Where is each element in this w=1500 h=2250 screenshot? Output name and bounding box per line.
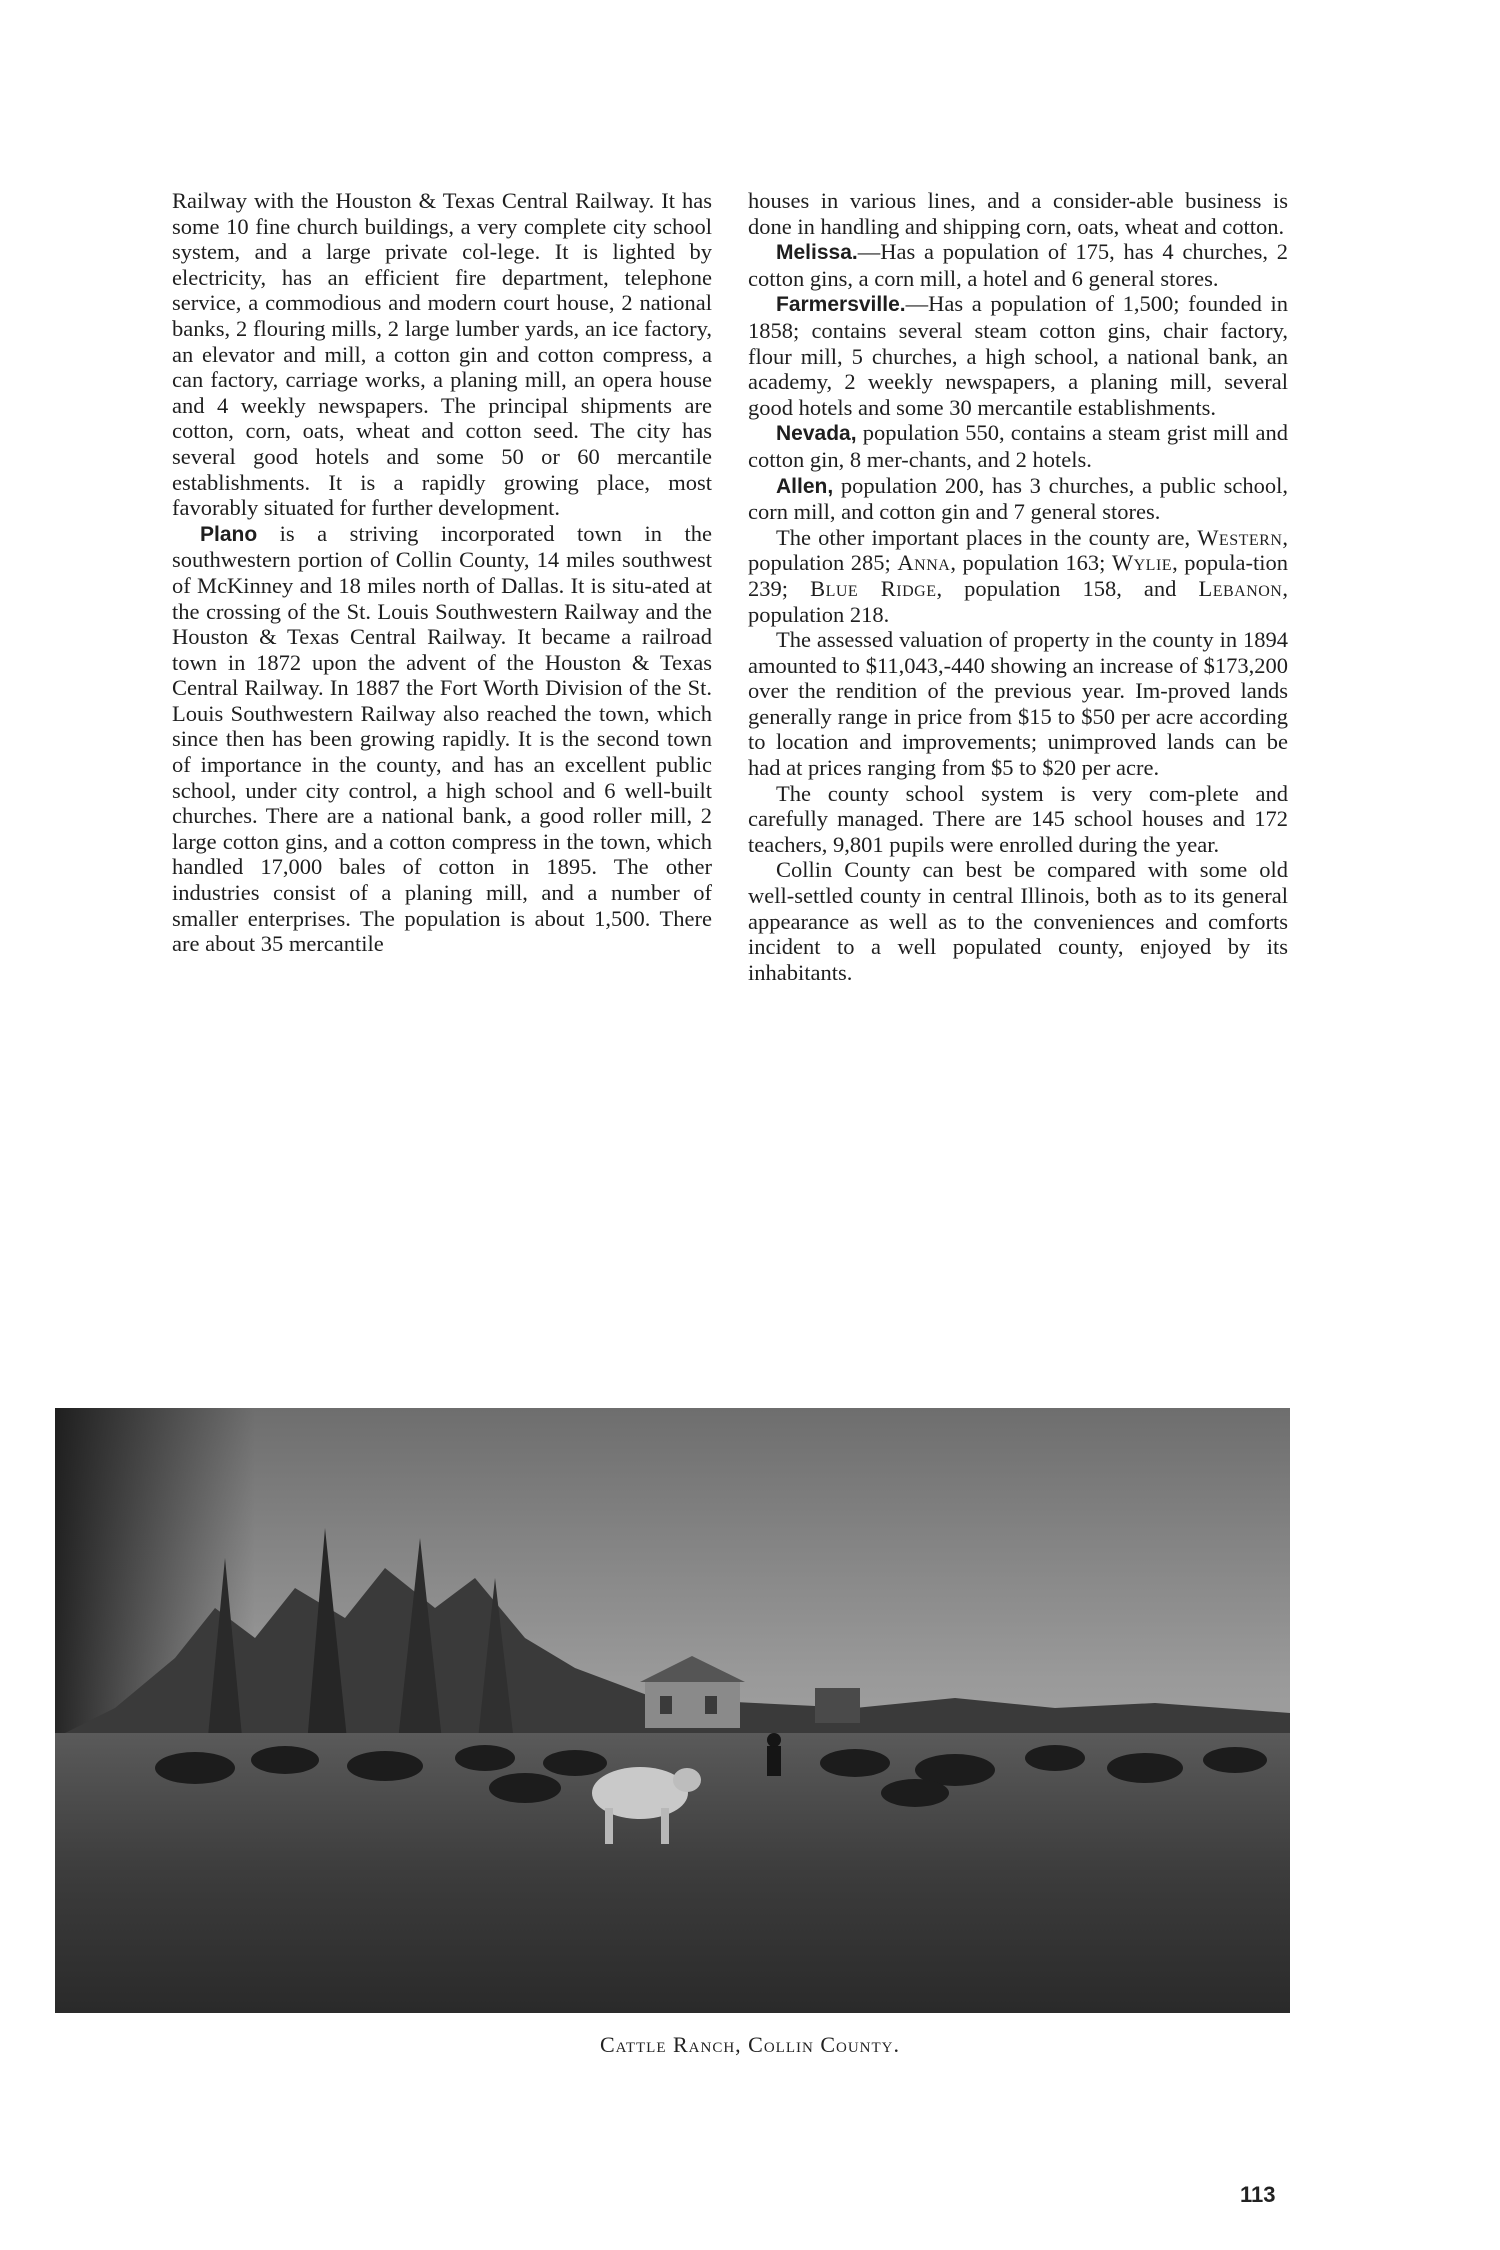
place-blue-ridge: Blue Ridge	[810, 575, 937, 601]
town-name-melissa: Melissa.	[776, 241, 858, 265]
paragraph-plano	[172, 521, 712, 957]
town-name-allen: Allen,	[776, 474, 834, 498]
paragraph-other-places	[748, 525, 1288, 627]
other-places-text: , population 158, and	[936, 575, 1199, 601]
town-name-farmersville: Farmersville.	[776, 293, 906, 317]
photo-caption: Cattle Ranch, Collin County.	[600, 2032, 900, 2057]
town-name-nevada: Nevada,	[776, 422, 857, 446]
nevada-text: population 550, contains a steam grist mill and cotton gin, 8 mer-chants, and 2 hotels.	[748, 420, 1288, 472]
paragraph-schools: The county school system is very com-plete and carefully managed. There are 145 school houses and 172 teachers, 9,801 pupils were enrolled during the year.	[748, 780, 1288, 857]
paragraph-mckinney-continued: Railway with the Houston & Texas Central Railway. It has some 10 fine church buildings, a very complete city school system, and a large private col-lege. It is lighted by electricity, has an efficient fire department, telephone service, a commodious and modern court house, 2 national banks, 2 flouring mills, 2 large lumber yards, an ice factory, an elevator and mill, a cotton gin and cotton compress, a can factory, carriage works, a planing mill, an opera house and 4 weekly newspapers. The principal shipments are cotton, corn, oats, wheat and cotton seed. The city has several good hotels and some 50 or 60 mercantile establishments. It is a rapidly growing place, most favorably situated for further development.	[172, 188, 712, 521]
allen-text: population 200, has 3 churches, a public school, corn mill, and cotton gin and 7 general stores.	[748, 472, 1288, 525]
other-places-text: , population 163;	[950, 550, 1112, 576]
place-lebanon: Lebanon	[1198, 575, 1283, 601]
paragraph-comparison: Collin County can best be compared with some old well-settled county in central Illinois, both as to its general appearance as well as to the conveniences and comforts incident to a well populated county, enjoyed by its inhabitants.	[748, 857, 1288, 985]
paragraph-valuation: The assessed valuation of property in the county in 1894 amounted to $11,043,-440 showing an increase of $173,200 over the rendition of the previous year. Im-proved lands generally range in price from $15 to $50 per acre according to location and improvements; unimproved lands can be had at prices ranging from $5 to $20 per acre.	[748, 627, 1288, 781]
farmersville-text: —Has a population of 1,500; founded in 1858; contains several steam cotton gins, chair factory, flour mill, 5 churches, a high school, a national bank, an academy, 2 weekly newspapers, a planing mill, several good hotels and some 30 mercantile establishments.	[748, 291, 1288, 420]
plano-text: is a striving incorporated town in the southwestern portion of Collin County, 14 miles southwest of McKinney and 18 miles north of Dallas. It is situ-ated at the crossing of the St. Louis Southwestern Railway and the Houston & Texas Central Railway. It became a railroad town in 1872 upon the advent of the Houston & Texas Central Railway. In 1887 the Fort Worth Division of the St. Louis Southwestern Railway also reached the town, which since then has been growing rapidly. It is the second town of importance in the county, and has an excellent public school, under city control, a high school and 6 well-built churches. There are a national bank, a good roller mill, 2 large cotton gins, and a cotton compress in the town, which handled 17,000 bales of cotton in 1895. The other industries consist of a planing mill, and a number of smaller enterprises. The population is about 1,500. There are about 35 mercantile	[172, 520, 712, 957]
other-places-text: , population 218.	[748, 575, 1288, 627]
paragraph-farmersville	[748, 291, 1288, 420]
melissa-text: —Has a population of 175, has 4 churches, 2 cotton gins, a corn mill, a hotel and 6 general stores.	[748, 239, 1288, 291]
other-places-text: The other important places in the county are,	[776, 524, 1198, 550]
right-column	[748, 188, 1288, 985]
other-places-text: , popula-tion 239;	[748, 550, 1288, 601]
cattle-ranch-photo	[55, 1408, 1290, 2013]
town-name-plano: Plano	[200, 522, 258, 546]
place-anna: Anna	[897, 550, 951, 576]
paragraph-allen	[748, 473, 1288, 525]
place-western: Western	[1197, 524, 1283, 550]
paragraph-nevada	[748, 420, 1288, 472]
paragraph-plano-continued: houses in various lines, and a consider-able business is done in handling and shipping corn, oats, wheat and cotton.	[748, 188, 1288, 239]
other-places-text: , population 285;	[748, 524, 1288, 576]
paragraph-melissa	[748, 239, 1288, 291]
place-wylie: Wylie	[1111, 550, 1173, 576]
left-column	[172, 188, 712, 957]
page-number: 113	[1240, 2182, 1276, 2207]
